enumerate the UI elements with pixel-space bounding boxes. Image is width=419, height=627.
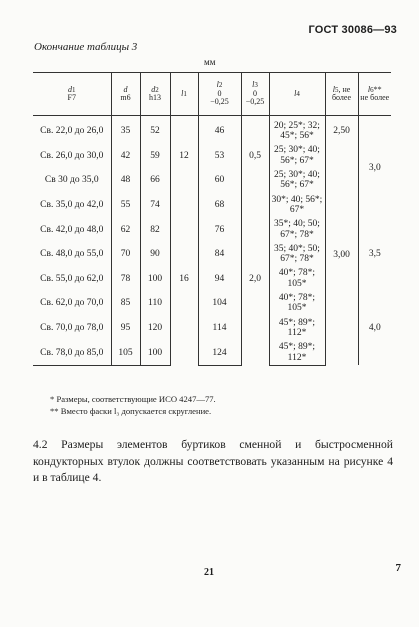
- cell-l4: 35*; 40; 50; 67*; 78*: [269, 217, 325, 242]
- cell-d: 48: [111, 168, 140, 193]
- cell-l6-merged: 3,5: [358, 217, 391, 291]
- cell-d2: 59: [140, 144, 170, 169]
- header-l4: l4: [269, 73, 325, 116]
- cell-l2: 60: [198, 168, 241, 193]
- cell-l2: 94: [198, 267, 241, 292]
- cell-l4: 40*; 78*; 105*: [269, 267, 325, 292]
- header-d2: d2 h13: [140, 73, 170, 116]
- document-code: ГОСТ 30086—93: [308, 24, 397, 36]
- cell-d: 85: [111, 291, 140, 316]
- spec-table: [33, 72, 391, 366]
- unit-label: мм: [204, 57, 216, 67]
- cell-d2: 52: [140, 116, 170, 144]
- cell-l6-merged: 4,0: [358, 291, 391, 365]
- paragraph-4-2: 4.2 Размеры элементов буртиков сменной и быстросменной кондукторных втулок должны соответствовать указанным на рисунке 4 и в таблице 4.: [33, 438, 393, 484]
- cell-l5-merged: 3,00: [325, 144, 358, 366]
- cell-l2: 114: [198, 316, 241, 341]
- cell-d2: 100: [140, 340, 170, 365]
- cell-d: 95: [111, 316, 140, 341]
- cell-l2: 124: [198, 340, 241, 365]
- cell-d: 70: [111, 242, 140, 267]
- page-number: 21: [204, 567, 214, 578]
- cell-l2: 53: [198, 144, 241, 169]
- header-l5: l5, не более: [325, 73, 358, 116]
- cell-l4: 25; 30*; 40; 56*; 67*: [269, 168, 325, 193]
- cell-l4: 30*; 40; 56*; 67*: [269, 193, 325, 218]
- cell-d2: 82: [140, 217, 170, 242]
- cell-l3-merged: 0,5: [241, 116, 269, 193]
- cell-d2: 110: [140, 291, 170, 316]
- cell-l4: 45*; 89*; 112*: [269, 316, 325, 341]
- cell-l1-merged: 16: [170, 193, 198, 366]
- cell-d: 78: [111, 267, 140, 292]
- cell-d: 35: [111, 116, 140, 144]
- header-d1: d1 F7: [33, 73, 111, 116]
- cell-range: Св. 78,0 до 85,0: [33, 340, 111, 365]
- cell-range: Св. 42,0 до 48,0: [33, 217, 111, 242]
- table-row: [33, 144, 391, 169]
- cell-range: Св. 26,0 до 30,0: [33, 144, 111, 169]
- cell-l2: 76: [198, 217, 241, 242]
- cell-l4: 20; 25*; 32; 45*; 56*: [269, 116, 325, 144]
- header-l3: l3 0 −0,25: [241, 73, 269, 116]
- cell-l4: 40*; 78*; 105*: [269, 291, 325, 316]
- cell-l1-merged: 12: [170, 116, 198, 193]
- cell-d: 62: [111, 217, 140, 242]
- cell-l5: 2,50: [325, 116, 358, 144]
- cell-range: Св. 70,0 до 78,0: [33, 316, 111, 341]
- cell-range: Св. 22,0 до 26,0: [33, 116, 111, 144]
- cell-d: 55: [111, 193, 140, 218]
- cell-l2: 104: [198, 291, 241, 316]
- cell-d2: 66: [140, 168, 170, 193]
- cell-d2: 120: [140, 316, 170, 341]
- cell-l2: 84: [198, 242, 241, 267]
- cell-l2: 68: [198, 193, 241, 218]
- table-row: [33, 116, 391, 144]
- cell-l4: 35; 40*; 50; 67*; 78*: [269, 242, 325, 267]
- cell-range: Св. 55,0 до 62,0: [33, 267, 111, 292]
- cell-range: Св. 35,0 до 42,0: [33, 193, 111, 218]
- cell-l4: 25; 30*; 40; 56*; 67*: [269, 144, 325, 169]
- note-1: * Размеры, соответствующие ИСО 4247—77.: [50, 394, 216, 404]
- cell-d: 105: [111, 340, 140, 365]
- cell-l3-merged: 2,0: [241, 193, 269, 366]
- cell-range: Св. 62,0 до 70,0: [33, 291, 111, 316]
- cell-d2: 74: [140, 193, 170, 218]
- cell-d2: 90: [140, 242, 170, 267]
- note-2: ** Вместо фаски l₃ допускается скругление.: [50, 406, 212, 416]
- table-caption: Окончание таблицы 3: [34, 41, 138, 53]
- table-header-row: [33, 73, 391, 116]
- cell-d2: 100: [140, 267, 170, 292]
- cell-l4: 45*; 89*; 112*: [269, 340, 325, 365]
- side-number: 7: [395, 562, 401, 574]
- cell-l6-merged: 3,0: [358, 116, 391, 218]
- cell-range: Св. 48,0 до 55,0: [33, 242, 111, 267]
- header-d: d m6: [111, 73, 140, 116]
- header-l6: l6** не более: [358, 73, 391, 116]
- cell-l2: 46: [198, 116, 241, 144]
- header-l2: l2 0 −0,25: [198, 73, 241, 116]
- table-notes: [50, 393, 216, 417]
- header-l1: l1: [170, 73, 198, 116]
- cell-d: 42: [111, 144, 140, 169]
- cell-range: Св 30 до 35,0: [33, 168, 111, 193]
